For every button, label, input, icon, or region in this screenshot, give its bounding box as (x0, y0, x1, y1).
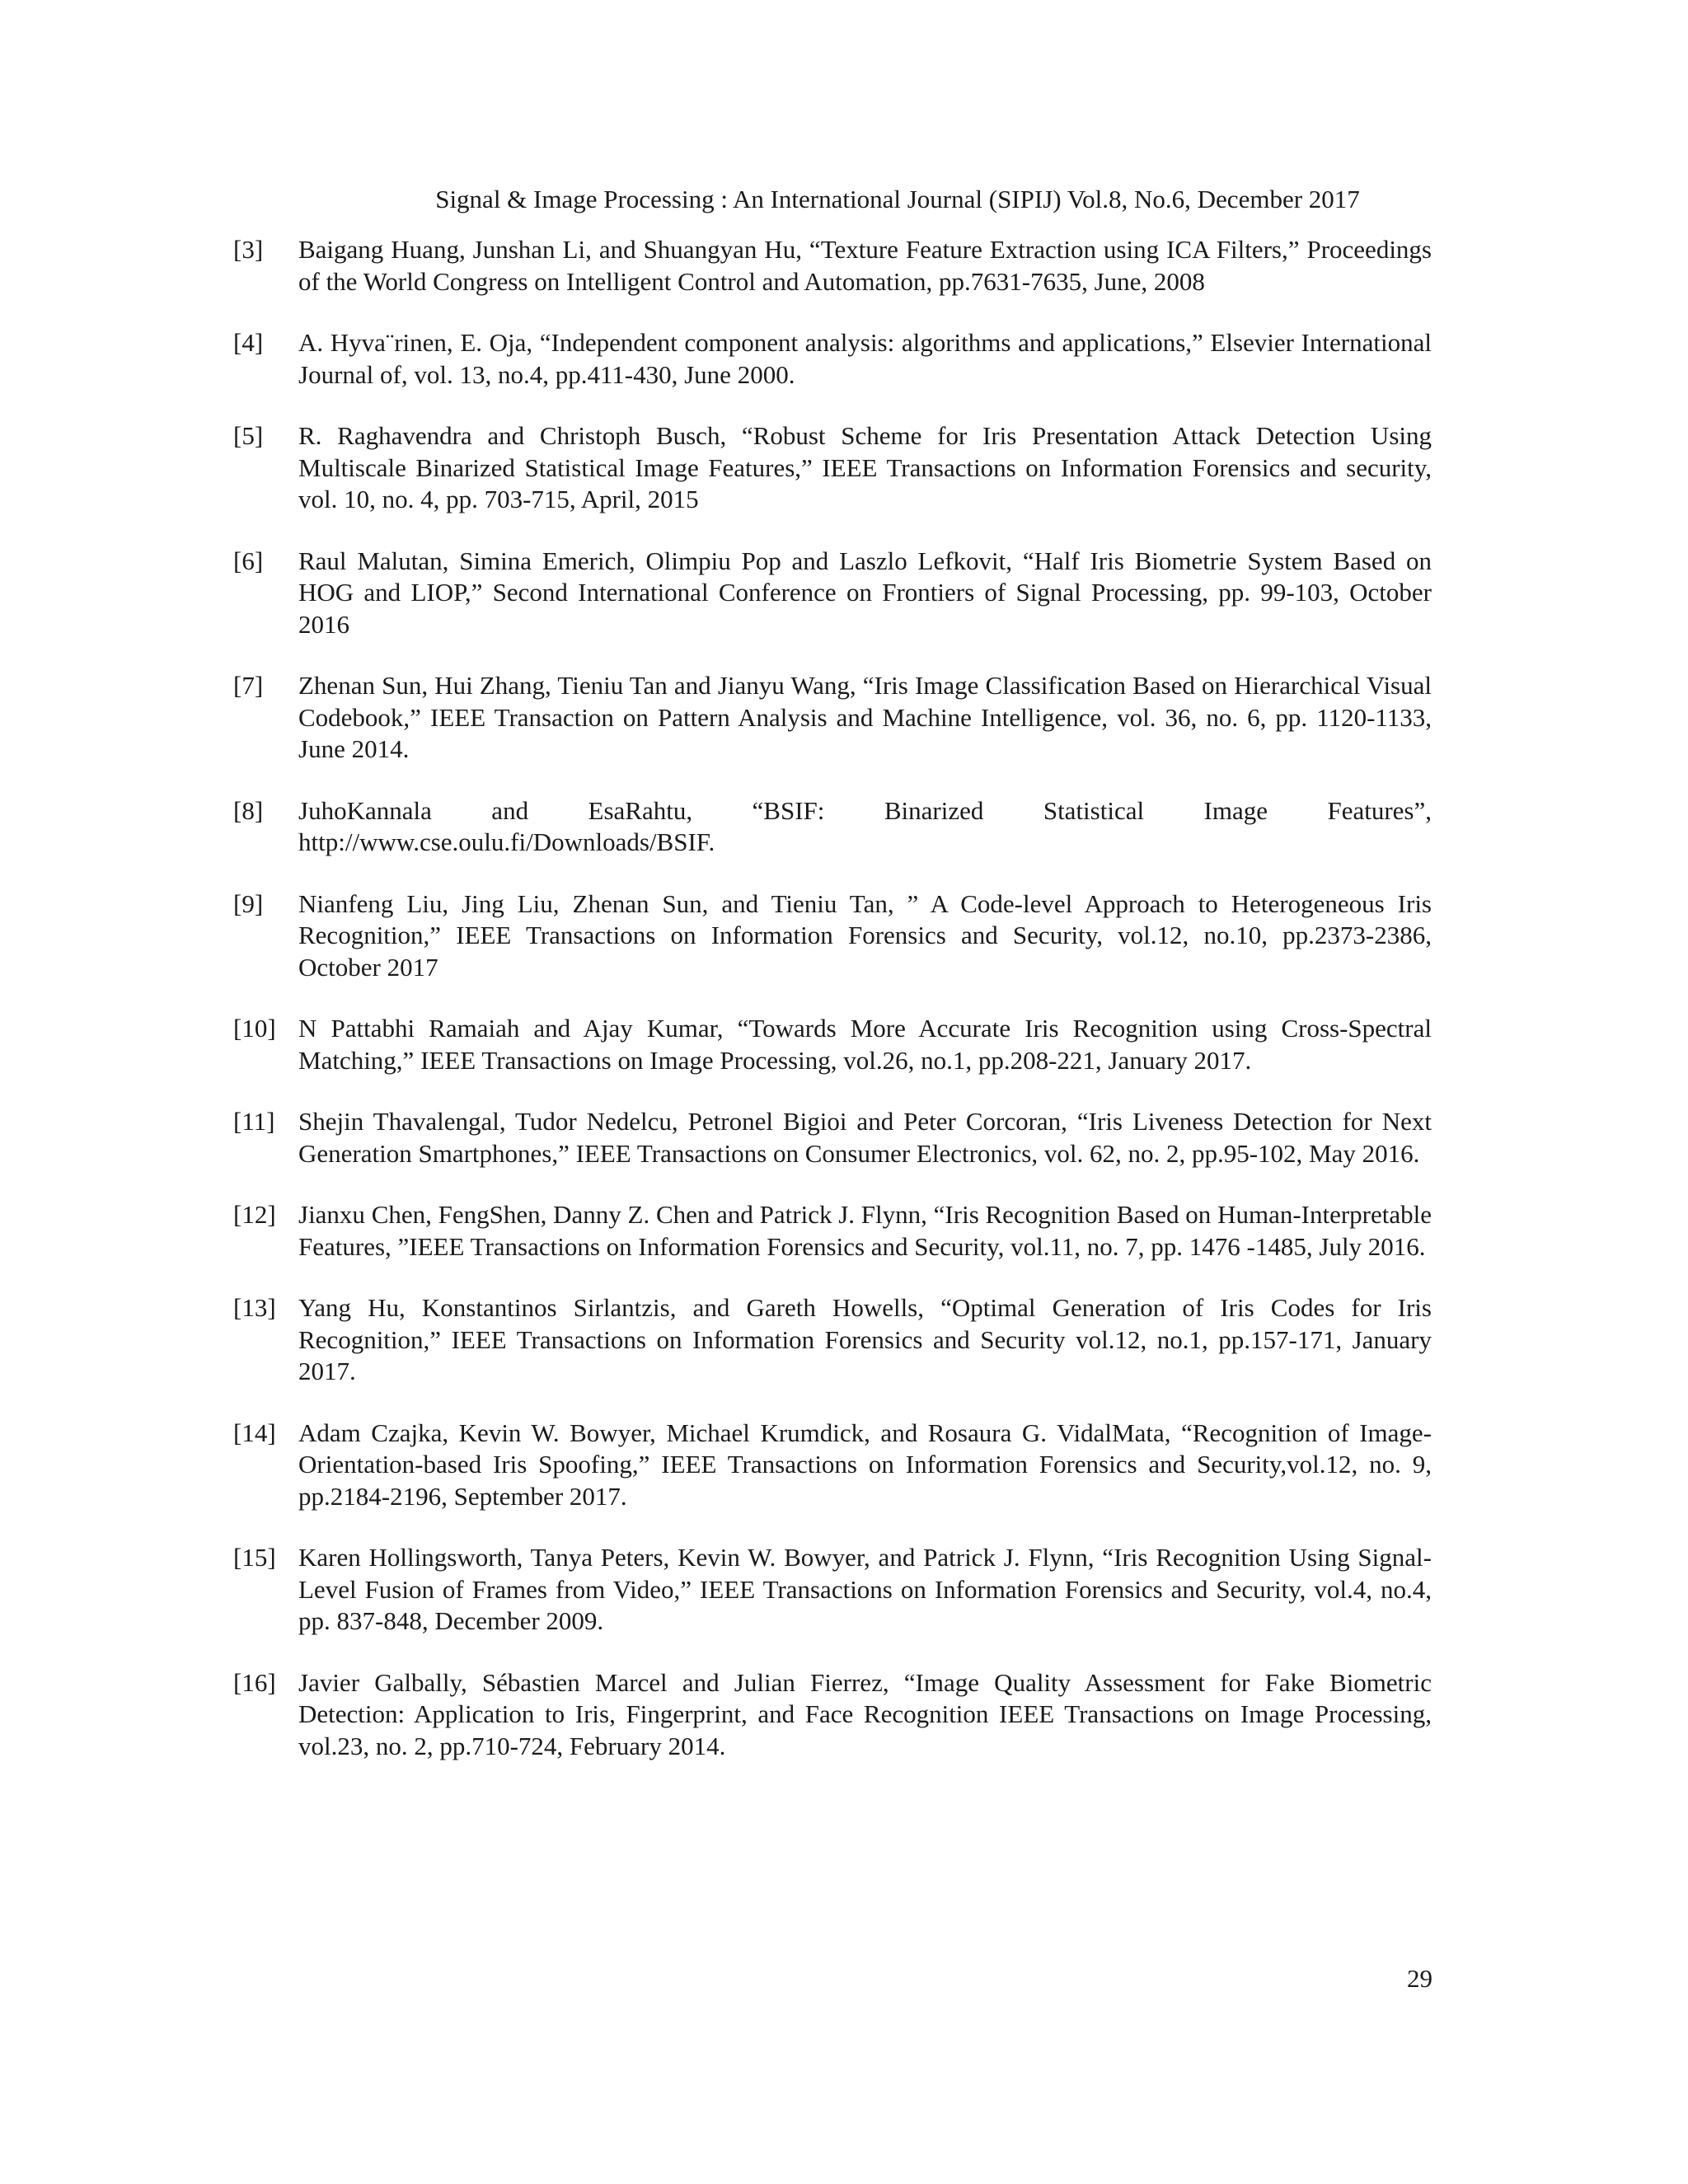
reference-text: Karen Hollingsworth, Tanya Peters, Kevin W. Bowyer, and Patrick J. Flynn, “Iris Recognition Using Signal-Level Fusion of Frames from Video,” IEEE Transactions on Information Forensics and Security, vol.4, no.4, pp. 837-848, December 2009. (298, 1543, 1432, 1635)
reference-text: Baigang Huang, Junshan Li, and Shuangyan Hu, “Texture Feature Extraction using ICA Filters,” Proceedings of the World Congress on Intelligent Control and Automation, pp.7631-7635, June, 2008 (298, 235, 1432, 296)
reference-number: [5] (233, 421, 264, 450)
reference-text: Raul Malutan, Simina Emerich, Olimpiu Pop and Laszlo Lefkovit, “Half Iris Biometrie System Based on HOG and LIOP,” Second International Conference on Frontiers of Signal Processing, pp. 99-103, October 2016 (298, 546, 1432, 639)
reference-number: [9] (233, 888, 264, 918)
reference-item (233, 888, 1432, 984)
reference-item (233, 795, 1432, 859)
reference-number: [7] (233, 671, 264, 700)
reference-item (233, 1667, 1432, 1763)
reference-text: Jianxu Chen, FengShen, Danny Z. Chen and Patrick J. Flynn, “Iris Recognition Based on Human-Interpretable Features, ”IEEE Transactions on Information Forensics and Security, vol.11, no. 7, pp. 1476 -1485, July 2016. (298, 1200, 1432, 1261)
reference-text: Javier Galbally, Sébastien Marcel and Julian Fierrez, “Image Quality Assessment for Fake Biometric Detection: Application to Iris, Fingerprint, and Face Recognition IEEE Transactions on Image Processing, vol.23, no. 2, pp.710-724, February 2014. (298, 1667, 1432, 1760)
reference-text: R. Raghavendra and Christoph Busch, “Robust Scheme for Iris Presentation Attack Detection Using Multiscale Binarized Statistical Image Features,” IEEE Transactions on Information Forensics and security, vol. 10, no. 4, pp. 703-715, April, 2015 (298, 421, 1432, 513)
reference-item (233, 1013, 1432, 1076)
reference-number: [4] (233, 328, 264, 357)
reference-text: Adam Czajka, Kevin W. Bowyer, Michael Krumdick, and Rosaura G. VidalMata, “Recognition of Image-Orientation-based Iris Spoofing,” IEEE Transactions on Information Forensics and Security,vol.12, no. 9, pp.2184-2196, September 2017. (298, 1418, 1432, 1511)
reference-item (233, 1106, 1432, 1169)
reference-number: [13] (233, 1293, 276, 1322)
reference-number: [3] (233, 235, 264, 264)
reference-item (233, 1542, 1432, 1638)
reference-text: A. Hyva¨rinen, E. Oja, “Independent component analysis: algorithms and applications,” Elsevier International Journal of, vol. 13, no.4, pp.411-430, June 2000. (298, 328, 1432, 389)
reference-text: Zhenan Sun, Hui Zhang, Tieniu Tan and Jianyu Wang, “Iris Image Classification Based on Hierarchical Visual Codebook,” IEEE Transaction on Pattern Analysis and Machine Intelligence, vol. 36, no. 6, pp. 1120-1133, June 2014. (298, 671, 1432, 763)
reference-number: [14] (233, 1418, 276, 1447)
reference-item (233, 546, 1432, 641)
reference-item (233, 1418, 1432, 1513)
reference-number: [12] (233, 1200, 276, 1229)
reference-number: [16] (233, 1667, 276, 1697)
reference-number: [8] (233, 795, 264, 825)
reference-item (233, 420, 1432, 516)
reference-item (233, 327, 1432, 391)
reference-text: N Pattabhi Ramaiah and Ajay Kumar, “Towards More Accurate Iris Recognition using Cross-Spectral Matching,” IEEE Transactions on Image Processing, vol.26, no.1, pp.208-221, January 2017. (298, 1014, 1432, 1075)
reference-text: Shejin Thavalengal, Tudor Nedelcu, Petronel Bigioi and Peter Corcoran, “Iris Liveness Detection for Next Generation Smartphones,” IEEE Transactions on Consumer Electronics, vol. 62, no. 2, pp.95-102, May 2016. (298, 1107, 1432, 1168)
reference-number: [10] (233, 1014, 276, 1043)
reference-item (233, 670, 1432, 766)
reference-list (233, 234, 1432, 1792)
page-number: 29 (1407, 1964, 1432, 1993)
reference-number: [11] (233, 1107, 275, 1136)
reference-item (233, 1199, 1432, 1263)
reference-text: JuhoKannala and EsaRahtu, “BSIF: Binarized Statistical Image Features”, http://www.cse.oulu.fi/Downloads/BSIF. (298, 795, 1432, 856)
reference-number: [15] (233, 1543, 276, 1572)
running-header: Signal & Image Processing : An International Journal (SIPIJ) Vol.8, No.6, December 2017 (435, 185, 1360, 213)
reference-number: [6] (233, 546, 264, 575)
reference-item (233, 234, 1432, 298)
reference-text: Nianfeng Liu, Jing Liu, Zhenan Sun, and Tieniu Tan, ” A Code-level Approach to Heterogeneous Iris Recognition,” IEEE Transactions on Information Forensics and Security, vol.12, no.10, pp.2373-2386, October 2017 (298, 888, 1432, 982)
reference-text: Yang Hu, Konstantinos Sirlantzis, and Gareth Howells, “Optimal Generation of Iris Codes for Iris Recognition,” IEEE Transactions on Information Forensics and Security vol.12, no.1, pp.157-171, January 2017. (298, 1293, 1432, 1385)
reference-item (233, 1292, 1432, 1388)
